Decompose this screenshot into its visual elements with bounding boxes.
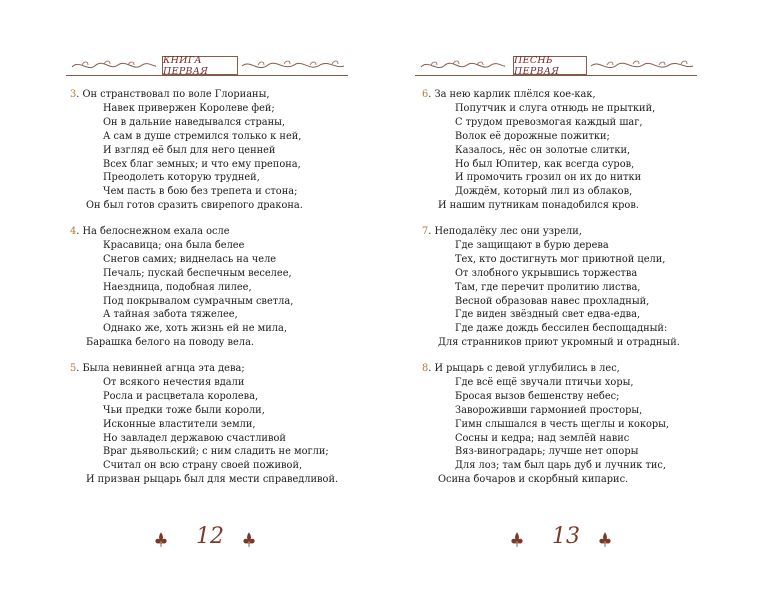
verse-line [70, 158, 303, 172]
stanza [70, 362, 338, 487]
verse-text: Росла и расцветала королева, [103, 390, 259, 402]
page-number: 13 [552, 524, 580, 549]
verse-line [70, 171, 303, 185]
verse-line [70, 404, 338, 418]
verse-line [422, 459, 669, 473]
verse-text: . Он странствовал по воле Глорианы, [76, 89, 270, 100]
verse-text: Завороживши гармонией просторы, [455, 404, 643, 416]
verse-line [70, 308, 293, 322]
verse-line [422, 185, 655, 199]
verse-line [422, 130, 655, 144]
verse-text: Где виден звёздный свет едва-едва, [455, 309, 641, 321]
verse-text: . За нею карлик плёлся кое-как, [428, 89, 596, 100]
verse-line [70, 199, 303, 213]
verse-text: . На белоснежном ехала осле [76, 226, 230, 237]
verse-text: Вяз-виноградарь; лучше нет опоры [455, 446, 639, 458]
verse-text: . И рыцарь с девой углубились в лес, [428, 363, 620, 374]
verse-line [422, 376, 669, 390]
verse-text: Навек привержен Королеве фей; [103, 102, 275, 114]
verse-line [70, 336, 293, 350]
stanza-number: 6 [422, 89, 429, 100]
verse-line [70, 116, 303, 130]
verse-line [422, 404, 669, 418]
page-number: 12 [196, 524, 224, 549]
stanza [422, 225, 680, 350]
verse-line [422, 445, 669, 459]
verse-text: Считал он всю страну своей поживой, [103, 460, 303, 472]
verse-text: Преодолеть которую трудней, [103, 172, 260, 184]
verse-line [70, 144, 303, 158]
verse-line [422, 102, 655, 116]
verse-text: Тех, кто достигнуть мог приютной цели, [455, 253, 666, 265]
verse-text: Бросая вызов бешенству небес; [455, 390, 620, 402]
verse-line [422, 336, 680, 350]
verse-text: Исконные властители земли, [103, 418, 256, 430]
verse-text: Под покрывалом сумрачным светла, [103, 295, 294, 307]
verse-line [70, 88, 303, 102]
header-title-box [513, 56, 587, 75]
verse-line [422, 171, 655, 185]
verse-line [422, 295, 680, 309]
stanza-number: 7 [422, 226, 429, 237]
verse-line [70, 267, 293, 281]
verse-text: Всех благ земных; и что ему препона, [103, 158, 301, 170]
vine-ornament-icon [589, 59, 695, 73]
verse-text: Чьи предки тоже были короли, [103, 404, 265, 416]
verse-text: И призван рыцарь был для мести справедливой. [86, 474, 339, 486]
verse-text: Он был готов сразить свирепого дракона. [86, 200, 303, 212]
vine-ornament-icon [419, 59, 507, 73]
verse-line [70, 445, 338, 459]
verse-line [70, 253, 293, 267]
vine-ornament-icon [240, 59, 346, 73]
verse-line [70, 130, 303, 144]
verse-line [70, 432, 338, 446]
verse-line [70, 295, 293, 309]
verse-line [70, 281, 293, 295]
verse-line [422, 158, 655, 172]
fleur-de-lis-icon [598, 532, 612, 548]
verse-text: Чем пасть в бою без трепета и стона; [103, 186, 298, 198]
verse-text: Но был Юпитер, как всегда суров, [455, 158, 635, 170]
stanza [70, 88, 303, 213]
verse-text: Казалось, нёс он золотые слитки, [455, 144, 631, 156]
verse-text: Для странников приют укромный и отрадный. [438, 337, 680, 349]
verse-text: Дождём, который лил из облаков, [455, 186, 633, 198]
header-title: КНИГА ПЕРВАЯ [163, 54, 209, 77]
verse-line [422, 322, 680, 336]
stanza [422, 362, 669, 487]
verse-text: С трудом превозмогая каждый шаг, [455, 116, 643, 128]
verse-text: Попутчик и слуга отнюдь не прыткий, [455, 102, 656, 114]
verse-text: Осина бочаров и скорбный кипарис. [438, 474, 629, 486]
left-page-footer [150, 524, 260, 554]
stanza [70, 225, 293, 350]
verse-line [70, 459, 338, 473]
verse-line [422, 473, 669, 487]
verse-line [422, 225, 680, 239]
verse-line [422, 116, 655, 130]
verse-text: . Неподалёку лес они узрели, [428, 226, 582, 237]
verse-line [422, 199, 655, 213]
verse-line [422, 432, 669, 446]
verse-line [70, 185, 303, 199]
fleur-de-lis-icon [242, 532, 256, 548]
verse-text: Печаль; пускай беспечным веселее, [103, 267, 292, 279]
verse-line [70, 362, 338, 376]
verse-line [422, 308, 680, 322]
verse-text: Для лоз; там был царь дуб и лучник тис, [455, 460, 667, 472]
verse-line [70, 322, 293, 336]
verse-text: А сам в душе стремился только к ней, [103, 130, 302, 142]
verse-text: Гимн слышался в честь щеглы и кокоры, [455, 418, 670, 430]
verse-text: . Была невинней агнца эта дева; [76, 363, 245, 374]
stanza-number: 5 [70, 363, 77, 374]
verse-line [70, 376, 338, 390]
stanza-number: 4 [70, 226, 77, 237]
fleur-de-lis-icon [510, 532, 524, 548]
right-running-header [415, 54, 697, 82]
verse-line [422, 88, 655, 102]
vine-ornament-icon [70, 59, 158, 73]
verse-text: Однако же, хоть жизнь ей не мила, [103, 323, 287, 335]
verse-text: Но завладел державою счастливой [103, 432, 286, 444]
verse-text: И промочить грозил он их до нитки [455, 172, 642, 184]
verse-text: От злобного укрывшись торжества [455, 267, 638, 279]
right-page-footer [506, 524, 616, 554]
left-running-header [66, 54, 348, 82]
verse-line [70, 239, 293, 253]
verse-text: Весной образовав навес прохладный, [455, 295, 650, 307]
verse-text: И взгляд её был для него ценней [103, 144, 276, 156]
fleur-de-lis-icon [154, 532, 168, 548]
verse-line [422, 239, 680, 253]
verse-text: Где защищают в бурю дерева [455, 239, 609, 251]
verse-line [70, 418, 338, 432]
verse-text: Враг дьявольский; с ним сладить не могли; [103, 446, 329, 458]
verse-text: Волок её дорожные пожитки; [455, 130, 610, 142]
verse-text: От всякого нечестия вдали [103, 376, 245, 388]
verse-text: Снегов самих; виднелась на челе [103, 253, 277, 265]
verse-line [70, 390, 338, 404]
verse-line [422, 390, 669, 404]
header-title-box [162, 56, 238, 75]
verse-line [70, 225, 293, 239]
verse-text: Барашка белого на поводу вела. [86, 337, 255, 349]
verse-line [422, 281, 680, 295]
verse-line [422, 362, 669, 376]
verse-line [70, 473, 338, 487]
stanza [422, 88, 655, 213]
verse-text: А тайная забота тяжелее, [103, 309, 238, 321]
verse-text: Где даже дождь бессилен беспощадный: [455, 323, 668, 335]
verse-text: Наездница, подобная лилее, [103, 281, 252, 293]
stanza-number: 8 [422, 363, 429, 374]
verse-text: Где всё ещё звучали птичьи хоры, [455, 376, 634, 388]
verse-text: Красавица; она была белее [103, 239, 245, 251]
right-page [383, 0, 766, 596]
verse-text: И нашим путникам понадобился кров. [438, 200, 639, 212]
verse-line [422, 267, 680, 281]
verse-line [70, 102, 303, 116]
verse-text: Он в дальние наведывался страны, [103, 116, 286, 128]
verse-text: Там, где перечит пролитию листва, [455, 281, 641, 293]
verse-text: Сосны и кедра; над землёй навис [455, 432, 630, 444]
verse-line [422, 253, 680, 267]
verse-line [422, 144, 655, 158]
verse-line [422, 418, 669, 432]
header-title: ПЕСНЬ ПЕРВАЯ [514, 54, 560, 77]
stanza-number: 3 [70, 89, 77, 100]
